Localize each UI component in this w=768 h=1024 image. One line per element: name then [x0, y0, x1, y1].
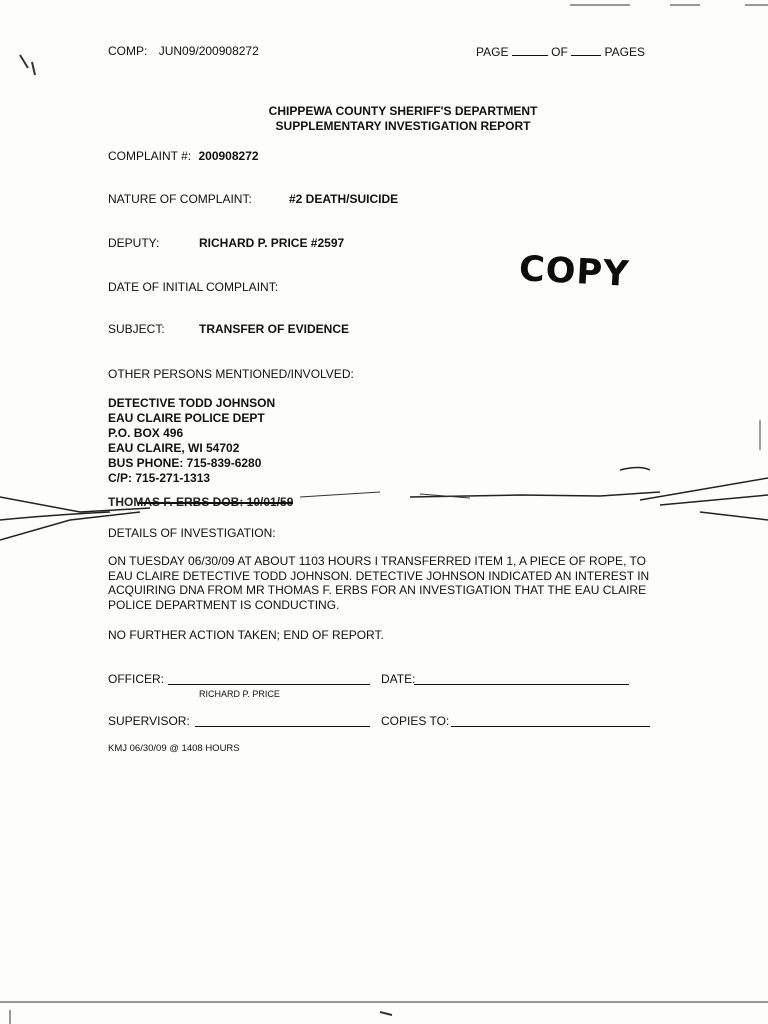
page-blank — [512, 44, 548, 56]
nature-label: NATURE OF COMPLAINT: — [108, 192, 252, 206]
details-paragraph: ON TUESDAY 06/30/09 AT ABOUT 1103 HOURS I TRANSFERRED ITEM 1, A PIECE OF ROPE, TO EAU CLAIRE DETECTIVE TODD JOHNSON. DETECTIVE JOHNSON INDICATED AN INTEREST IN ACQUIRING DNA FROM MR THOMAS F. ERBS FOR AN INVESTIGATION THAT THE EAU CLAIRE POLICE DEPARTMENT IS CONDUCTING. — [108, 554, 650, 612]
nature-value: #2 DEATH/SUICIDE — [289, 192, 399, 206]
officer-name: RICHARD P. PRICE — [199, 689, 280, 699]
report-title-line1: CHIPPEWA COUNTY SHERIFF'S DEPARTMENT — [268, 104, 538, 118]
closing-statement: NO FURTHER ACTION TAKEN; END OF REPORT. — [108, 628, 384, 642]
person-line-4: EAU CLAIRE, WI 54702 — [108, 441, 240, 455]
other-persons-label: OTHER PERSONS MENTIONED/INVOLVED: — [108, 367, 354, 381]
comp-row — [108, 44, 259, 58]
typist-footer: KMJ 06/30/09 @ 1408 HOURS — [108, 743, 240, 754]
person-line-2: EAU CLAIRE POLICE DEPT — [108, 411, 265, 425]
deputy-label: DEPUTY: — [108, 236, 160, 250]
page-count-row — [476, 44, 645, 59]
copies-to-line — [451, 726, 650, 727]
of-blank — [571, 44, 601, 56]
subject-value: TRANSFER OF EVIDENCE — [199, 322, 350, 336]
details-label: DETAILS OF INVESTIGATION: — [108, 526, 276, 540]
person-line-3: P.O. BOX 496 — [108, 426, 184, 440]
supervisor-label: SUPERVISOR: — [108, 714, 190, 728]
subject-label: SUBJECT: — [108, 322, 165, 336]
date-initial-label: DATE OF INITIAL COMPLAINT: — [108, 280, 279, 294]
copy-stamp: COPY — [518, 249, 631, 295]
copies-to-label: COPIES TO: — [381, 714, 450, 728]
date-label: DATE: — [381, 672, 416, 686]
struck-person-line: THOMAS F. ERBS DOB: 10/01/59 — [108, 495, 294, 509]
officer-label: OFFICER: — [108, 672, 164, 686]
comp-value: JUN09/200908272 — [158, 44, 259, 58]
person-line-1: DETECTIVE TODD JOHNSON — [108, 396, 276, 410]
pages-label: PAGES — [604, 45, 645, 59]
officer-signature-line — [168, 684, 370, 685]
deputy-value: RICHARD P. PRICE #2597 — [199, 236, 345, 250]
page-label: PAGE — [476, 45, 509, 59]
complaint-value: 200908272 — [198, 149, 259, 163]
person-line-5: BUS PHONE: 715-839-6280 — [108, 456, 262, 470]
complaint-row — [108, 149, 259, 163]
comp-label: COMP: — [108, 44, 148, 58]
of-label: OF — [551, 45, 568, 59]
person-line-6: C/P: 715-271-1313 — [108, 471, 211, 485]
date-line — [414, 684, 629, 685]
complaint-label: COMPLAINT #: — [108, 149, 192, 163]
report-title-line2: SUPPLEMENTARY INVESTIGATION REPORT — [275, 119, 531, 133]
supervisor-signature-line — [195, 726, 370, 727]
